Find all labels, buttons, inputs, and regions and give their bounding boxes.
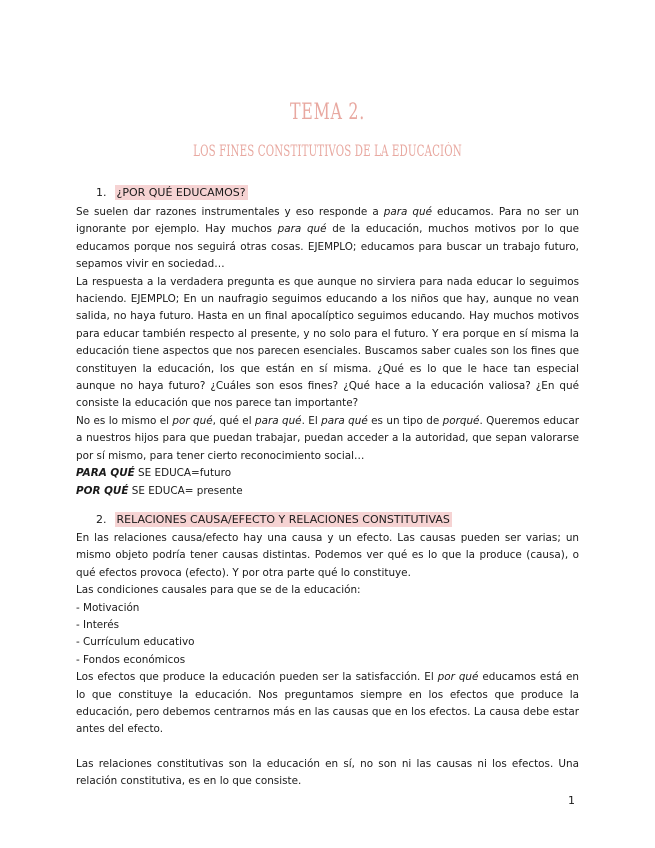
section-2-paragraph-2: Los efectos que produce la educación pueden ser la satisfacción. El por qué educamos está en lo que constituye la educación. Nos preguntamos siempre en los efectos que produce la educación, pero debemos centrarnos más en las causas que en los efectos. La causa debe estar antes del efecto. (76, 671, 580, 736)
page-title: TEMA 2. (290, 100, 365, 125)
section-1-heading (93, 185, 251, 200)
section-1-paragraph-3: No es lo mismo el por qué, qué el para qué. El para qué es un tipo de porqué. Queremos educar a nuestros hijos para que puedan trabajar, puedan acceder a la autoridad, que sepan valorarse por sí mismo, para tener cierto reconocimiento social… (76, 414, 579, 462)
section-2-body (76, 530, 579, 791)
section-2-heading (93, 512, 455, 527)
section-2-list-intro: Las condiciones causales para que se de la educación: (76, 584, 361, 597)
section-1-title: ¿POR QUÉ EDUCAMOS? (116, 186, 246, 199)
list-item: - Fondos económicos (76, 653, 186, 666)
section-1-paragraph-2: La respuesta a la verdadera pregunta es que aunque no sirviera para nada educar lo seguimos haciendo. EJEMPLO; En un naufragio seguimos educando a los niños que hay, aunque no vean salida, no haya futuro. Hasta en un final apocalíptico seguimos educando. Hay muchos motivos para educar también respecto al presente, y no solo para el futuro. Y era porque en sí misma la educación tiene aspectos que nos parecen esenciales. Buscamos saber cuales son los fines que constituyen la educación, los que están en sí misma. ¿Qué es lo que le hace tan especial aunque no haya futuro? ¿Cuáles son esos fines? ¿Qué hace a la educación valiosa? ¿En qué consiste la educación que nos parece tan importante? (76, 275, 579, 410)
section-1-number: 1. (96, 186, 107, 199)
list-item: - Interés (76, 619, 120, 632)
list-item: - Currículum educativo (76, 636, 195, 649)
section-2-paragraph-3: Las relaciones constitutivas son la educación en sí, no son ni las causas ni los efectos. Una relación constitutiva, es en lo que consiste. (76, 757, 579, 788)
section-2-paragraph-1: En las relaciones causa/efecto hay una causa y un efecto. Las causas pueden ser varias; un mismo objeto podría tener causas distintas. Podemos ver qué es lo que la produce (causa), o qué efectos provoca (efecto). Y por otra parte qué lo constituye. (76, 532, 579, 579)
blank-line (76, 739, 579, 756)
section-1-body (76, 204, 579, 500)
section-1-paragraph-1: Se suelen dar razones instrumentales y eso responde a para qué educamos. Para no ser un ignorante por ejemplo. Hay muchos para qué de la educación, muchos motivos por lo que educamos porque nos seguirá otras cosas. EJEMPLO; educamos para buscar un trabajo futuro, sepamos vivir en sociedad… (76, 206, 580, 271)
page-number: 1 (568, 794, 575, 807)
por-que-line: POR QUÉ SE EDUCA= presente (76, 484, 243, 497)
section-2-title: RELACIONES CAUSA/EFECTO Y RELACIONES CONSTITUTIVAS (116, 513, 450, 526)
para-que-line: PARA QUÉ SE EDUCA=futuro (76, 467, 232, 480)
page-subtitle: LOS FINES CONSTITUTIVOS DE LA EDUCACIÓN (193, 142, 462, 160)
list-item: - Motivación (76, 601, 140, 614)
section-2-number: 2. (96, 513, 107, 526)
